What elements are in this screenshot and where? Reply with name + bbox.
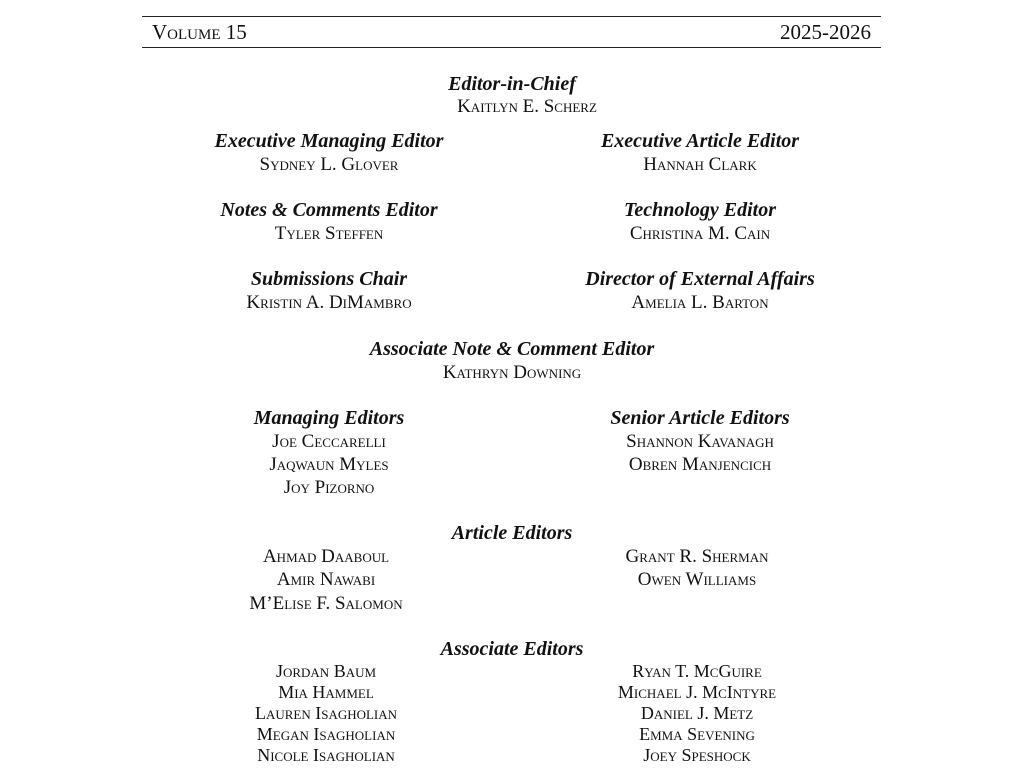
running-header: [142, 16, 881, 48]
exec-managing-title: Executive Managing Editor: [214, 130, 444, 152]
year-range: 2025-2026: [780, 19, 871, 44]
article-editor-name: Ahmad Daaboul: [262, 546, 390, 567]
managing-editor-name: Joe Ceccarelli: [272, 431, 386, 452]
assoc-note-title: Associate Note & Comment Editor: [369, 338, 655, 360]
article-editor-name: Grant R. Sherman: [625, 546, 769, 567]
external-affairs-title: Director of External Affairs: [585, 268, 815, 290]
technology-title: Technology Editor: [623, 199, 777, 221]
associate-editor-name: Lauren Isagholian: [254, 703, 398, 723]
associate-editor-name: Michael J. McIntyre: [617, 682, 777, 702]
article-editors-title: Article Editors: [451, 522, 573, 544]
volume-label: Volume 15: [152, 19, 247, 44]
associate-editor-name: Jordan Baum: [275, 661, 377, 681]
submissions-title: Submissions Chair: [250, 268, 408, 290]
submissions-name: Kristin A. DiMambro: [246, 292, 412, 313]
senior-article-editor-name: Shannon Kavanagh: [626, 431, 774, 452]
notes-comments-title: Notes & Comments Editor: [220, 199, 438, 221]
article-editor-name: Amir Nawabi: [276, 569, 376, 590]
technology-name: Christina M. Cain: [629, 223, 771, 244]
senior-article-editor-name: Obren Manjencich: [628, 454, 772, 475]
managing-editor-name: Joy Pizorno: [283, 477, 375, 498]
notes-comments-name: Tyler Steffen: [274, 223, 384, 244]
article-editor-name: M’Elise F. Salomon: [249, 593, 403, 614]
eic-title: Editor-in-Chief: [448, 73, 576, 95]
associate-editor-name: Nicole Isagholian: [257, 745, 395, 765]
exec-article-title: Executive Article Editor: [600, 130, 800, 152]
article-editor-name: Owen Williams: [637, 569, 757, 590]
assoc-note-name: Kathryn Downing: [442, 362, 582, 383]
associate-editor-name: Ryan T. McGuire: [632, 661, 762, 681]
exec-article-name: Hannah Clark: [643, 154, 757, 175]
external-affairs-name: Amelia L. Barton: [631, 292, 769, 313]
managing-editors-title: Managing Editors: [253, 407, 405, 429]
associate-editor-name: Mia Hammel: [278, 682, 374, 702]
associate-editors-title: Associate Editors: [440, 638, 584, 660]
associate-editor-name: Megan Isagholian: [256, 724, 396, 744]
senior-article-editors-title: Senior Article Editors: [610, 407, 790, 429]
associate-editor-name: Joey Speshock: [643, 745, 751, 765]
exec-managing-name: Sydney L. Glover: [259, 154, 399, 175]
managing-editor-name: Jaqwaun Myles: [269, 454, 389, 475]
eic-name: Kaitlyn E. Scherz: [457, 96, 597, 117]
associate-editor-name: Emma Sevening: [639, 724, 755, 744]
associate-editor-name: Daniel J. Metz: [640, 703, 754, 723]
